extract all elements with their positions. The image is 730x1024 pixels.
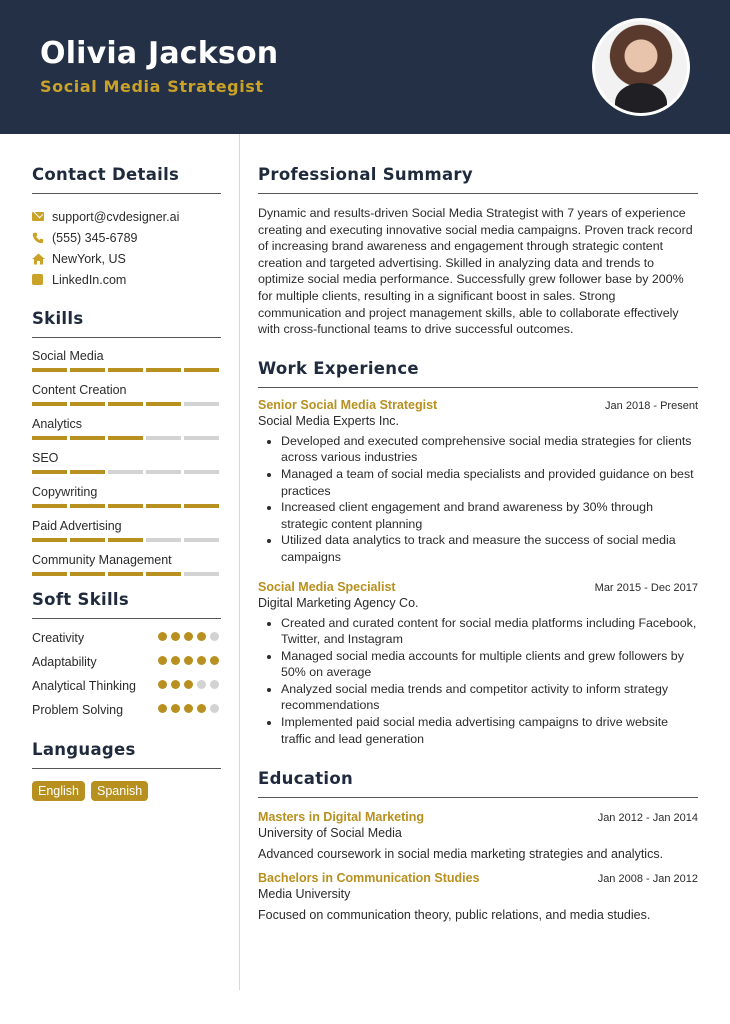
soft-skill-item (32, 653, 221, 671)
skill-item (32, 552, 221, 576)
rating-dot (171, 680, 180, 689)
job-entry (258, 580, 698, 748)
contact-location (32, 248, 221, 269)
skill-item (32, 518, 221, 542)
education-description: Focused on communication theory, public relations, and media studies. (258, 908, 651, 923)
skill-level-bar (32, 572, 221, 576)
skill-level-segment (32, 504, 67, 508)
skill-level-segment (70, 572, 105, 576)
job-bullet: • Managed social media accounts for multiple clients and grew followers by 50% on average (281, 648, 698, 681)
job-role: Senior Social Media Strategist (258, 397, 438, 412)
job-bullet: • Implemented paid social media advertising campaigns to drive website traffic and lead generation (281, 714, 698, 747)
school: University of Social Media (258, 826, 402, 841)
rating-dot (158, 680, 167, 689)
skill-level-segment (32, 538, 67, 542)
job-dates: Jan 2018 - Present (605, 399, 698, 412)
job-bullet: • Managed a team of social media specialists and provided guidance on best practices (281, 466, 698, 499)
job-bullets (258, 433, 698, 566)
soft-skill-rating (158, 632, 219, 641)
rating-dot (197, 680, 206, 689)
education-entry (258, 810, 698, 861)
skill-level-segment (146, 402, 181, 406)
skill-level-segment (32, 402, 67, 406)
skill-level-segment (184, 538, 219, 542)
job-bullet: • Created and curated content for social media platforms including Facebook, Twitter, and Instagram (281, 615, 698, 648)
rating-dot (210, 632, 219, 641)
skill-level-segment (184, 402, 219, 406)
job-org: Digital Marketing Agency Co. (258, 595, 419, 610)
rating-dot (197, 656, 206, 665)
language-badge: Spanish (91, 781, 148, 801)
skill-label: Copywriting (32, 485, 98, 499)
job-bullet: • Utilized data analytics to track and measure the success of social media campaigns (281, 532, 698, 565)
skill-level-segment (184, 368, 219, 372)
home-icon (32, 253, 52, 265)
soft-skills-heading: Soft Skills (32, 590, 221, 619)
skill-level-segment (70, 470, 105, 474)
skill-item (32, 450, 221, 474)
rating-dot (184, 704, 193, 713)
skill-label: SEO (32, 451, 59, 465)
education-entry (258, 871, 698, 922)
summary-section (258, 165, 698, 338)
skill-item (32, 382, 221, 406)
rating-dot (210, 656, 219, 665)
soft-skill-label: Creativity (32, 631, 85, 645)
skill-level-bar (32, 368, 221, 372)
skill-level-segment (32, 436, 67, 440)
skill-level-segment (108, 402, 143, 406)
skill-level-segment (70, 436, 105, 440)
job-role: Social Media Specialist (258, 579, 396, 594)
contact-email[interactable] (32, 206, 221, 227)
soft-skill-item (32, 677, 221, 695)
skill-level-segment (184, 470, 219, 474)
candidate-name: Olivia Jackson (40, 36, 279, 71)
skill-item (32, 484, 221, 508)
education-description: Advanced coursework in social media marketing strategies and analytics. (258, 847, 664, 862)
skill-level-segment (146, 368, 181, 372)
skill-item (32, 348, 221, 372)
soft-skill-label: Analytical Thinking (32, 679, 136, 693)
skill-level-segment (146, 504, 181, 508)
main-content (258, 134, 698, 922)
languages-list (32, 781, 221, 801)
degree: Masters in Digital Marketing (258, 810, 425, 825)
rating-dot (210, 704, 219, 713)
rating-dot (171, 656, 180, 665)
skill-label: Social Media (32, 349, 104, 363)
skill-level-segment (70, 368, 105, 372)
job-dates: Mar 2015 - Dec 2017 (594, 581, 698, 594)
skill-level-segment (32, 572, 67, 576)
summary-text: Dynamic and results-driven Social Media Strategist with 7 years of experience creating and executing innovative social media campaigns. Proven track record of increasing brand awareness and engagement through strategic content creation and targeted advertising. Skilled in analyzing data and trends to optimize social media performance. Successfully grew follower base by 200% for multiple clients, resulting in a significant boost in sales. Strong communication and project management skills, able to collaborate effectively with cross-functional teams to drive successful outcomes. (258, 206, 693, 337)
column-divider (239, 134, 240, 990)
job-bullet: • Increased client engagement and brand awareness by 30% through strategic content planning (281, 499, 698, 532)
languages-section (32, 740, 221, 801)
skills-heading: Skills (32, 309, 221, 338)
skill-level-bar (32, 402, 221, 406)
soft-skill-label: Adaptability (32, 655, 97, 669)
contact-section (32, 165, 221, 290)
rating-dot (184, 680, 193, 689)
skill-level-bar (32, 470, 221, 474)
soft-skills-list (32, 629, 221, 719)
soft-skill-rating (158, 704, 219, 713)
soft-skills-section (32, 590, 221, 719)
skill-level-segment (32, 470, 67, 474)
contact-linkedin[interactable] (32, 269, 221, 290)
experience-section (258, 359, 698, 748)
skills-section (32, 309, 221, 576)
rating-dot (197, 632, 206, 641)
skill-level-segment (146, 436, 181, 440)
contact-phone-text: (555) 345-6789 (52, 230, 138, 245)
skill-item (32, 416, 221, 440)
header (0, 0, 730, 134)
degree: Bachelors in Communication Studies (258, 871, 480, 886)
soft-skill-item (32, 629, 221, 647)
contact-linkedin-text: LinkedIn.com (52, 272, 127, 287)
rating-dot (210, 680, 219, 689)
languages-heading: Languages (32, 740, 221, 769)
education-heading: Education (258, 769, 698, 798)
phone-icon (32, 232, 52, 244)
rating-dot (184, 656, 193, 665)
skill-level-bar (32, 504, 221, 508)
skill-label: Analytics (32, 417, 83, 431)
summary-heading: Professional Summary (258, 165, 698, 194)
skill-level-segment (146, 470, 181, 474)
rating-dot (158, 632, 167, 641)
school: Media University (258, 887, 351, 902)
job-bullets (258, 615, 698, 748)
skill-level-segment (108, 436, 143, 440)
skill-level-segment (70, 402, 105, 406)
profile-photo (592, 18, 690, 116)
skills-list (32, 348, 221, 576)
skill-level-segment (184, 504, 219, 508)
rating-dot (184, 632, 193, 641)
soft-skill-rating (158, 680, 219, 689)
skill-level-segment (108, 470, 143, 474)
skill-level-segment (108, 538, 143, 542)
envelope-icon (32, 212, 52, 221)
soft-skill-item (32, 701, 221, 719)
rating-dot (171, 704, 180, 713)
job-bullet: • Analyzed social media trends and competitor activity to inform strategy recommendations (281, 681, 698, 714)
candidate-title: Social Media Strategist (40, 77, 264, 96)
skill-level-segment (108, 504, 143, 508)
education-dates: Jan 2008 - Jan 2012 (597, 873, 698, 886)
skill-level-segment (146, 572, 181, 576)
soft-skill-label: Problem Solving (32, 703, 124, 717)
job-bullet: • Developed and executed comprehensive social media strategies for clients across various industries (281, 433, 698, 466)
rating-dot (158, 704, 167, 713)
profile-photo-image (595, 21, 687, 113)
education-dates: Jan 2012 - Jan 2014 (597, 812, 698, 825)
skill-label: Content Creation (32, 383, 127, 397)
skill-level-bar (32, 538, 221, 542)
soft-skill-rating (158, 656, 219, 665)
contact-heading: Contact Details (32, 165, 221, 194)
skill-label: Community Management (32, 553, 172, 567)
contact-location-text: NewYork, US (52, 251, 126, 266)
skill-level-segment (70, 538, 105, 542)
skill-level-segment (70, 504, 105, 508)
contact-phone[interactable] (32, 227, 221, 248)
education-section (258, 769, 698, 922)
job-entry (258, 398, 698, 566)
rating-dot (171, 632, 180, 641)
job-org: Social Media Experts Inc. (258, 413, 400, 428)
rating-dot (197, 704, 206, 713)
language-badge: English (32, 781, 85, 801)
rating-dot (158, 656, 167, 665)
skill-level-segment (184, 436, 219, 440)
linkedin-icon (32, 274, 52, 285)
sidebar (32, 134, 221, 801)
skill-level-segment (184, 572, 219, 576)
skill-level-segment (32, 368, 67, 372)
experience-heading: Work Experience (258, 359, 698, 388)
skill-level-bar (32, 436, 221, 440)
skill-level-segment (146, 538, 181, 542)
skill-label: Paid Advertising (32, 519, 122, 533)
contact-email-text: support@cvdesigner.ai (52, 209, 180, 224)
skill-level-segment (108, 368, 143, 372)
contact-list (32, 206, 221, 290)
skill-level-segment (108, 572, 143, 576)
